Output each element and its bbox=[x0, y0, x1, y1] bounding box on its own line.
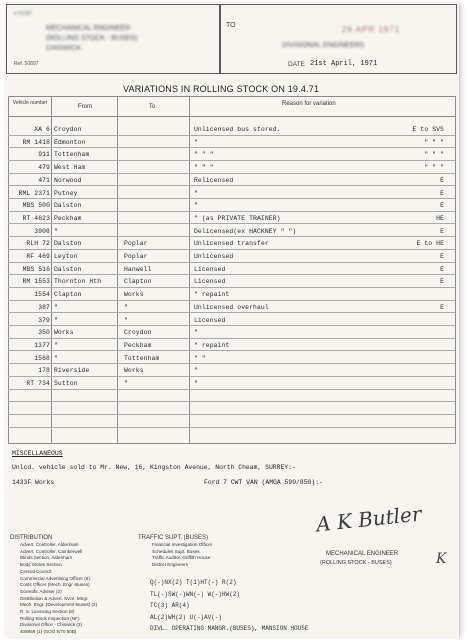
row-rule bbox=[8, 300, 455, 301]
reason-text: " repaint bbox=[194, 291, 230, 299]
distribution-entry: TC(3) AR(4) bbox=[150, 602, 190, 609]
from-depot: Edmonton bbox=[54, 138, 86, 146]
to-depot: Peckham bbox=[124, 341, 152, 349]
licence-code: E bbox=[440, 278, 444, 286]
to-label: TO bbox=[226, 22, 236, 29]
vehicle-number: 379 bbox=[38, 316, 50, 324]
distribution-entry: 408859 (1) (SOO 5/70 50B) bbox=[20, 629, 77, 635]
signatory-title: MECHANICAL ENGINEER bbox=[326, 551, 399, 557]
reference-number: Ref. 50897 bbox=[14, 61, 39, 67]
licence-code: E bbox=[440, 265, 444, 273]
vehicle-number: 178 bbox=[38, 367, 50, 375]
reason-text: " " bbox=[194, 354, 206, 362]
row-rule bbox=[8, 274, 455, 275]
distribution-entry: Rolling Stock Inspection (NF) bbox=[20, 615, 80, 621]
from-depot: Dalston bbox=[54, 202, 82, 210]
row-rule bbox=[8, 211, 455, 212]
vehicle-number: MBS 516 bbox=[22, 265, 50, 273]
licence-code: E bbox=[440, 253, 444, 260]
vehicle-number: 1568 bbox=[34, 354, 50, 362]
vehicle-number: 471 bbox=[38, 176, 50, 184]
header-rule bbox=[8, 116, 455, 117]
to-depot: " bbox=[124, 316, 128, 324]
reason-text: " repaint bbox=[194, 341, 230, 349]
licence-code: E bbox=[440, 176, 444, 184]
traffic-supt-heading: TRAFFIC SUPT. (BUSES) bbox=[138, 535, 209, 541]
misc-line-1: Unlcd. vehicle sold to Mr. New, 16, Kingston Avenue, North Cheam, SURREY:- bbox=[12, 464, 296, 471]
distribution-entry: Distribution & Advert. Svce. Mngr. bbox=[20, 595, 89, 601]
to-depot: Works bbox=[124, 291, 144, 299]
reason-text: " bbox=[194, 380, 198, 387]
col-header-from: From bbox=[78, 104, 92, 110]
distribution-entry: TL(-)SW(-)WN(-) W(-)HW(2) bbox=[150, 590, 241, 598]
row-rule bbox=[8, 249, 455, 250]
to-value: DIVISIONAL ENGINEERS bbox=[282, 42, 365, 49]
vehicle-number: RLH 72 bbox=[26, 240, 50, 248]
reason-text: Unlicensed bus stored. bbox=[194, 126, 281, 133]
row-rule bbox=[8, 338, 455, 339]
from-depot: Leyton bbox=[54, 253, 78, 260]
reason-text: Unlicensed overhaul bbox=[194, 303, 269, 311]
from-depot: " bbox=[54, 303, 58, 311]
vehicle-number: 479 bbox=[38, 164, 50, 172]
row-rule bbox=[8, 223, 455, 224]
to-depot: Clapton bbox=[124, 278, 152, 286]
reason-text: Relicensed bbox=[194, 176, 234, 184]
licence-code: HE bbox=[436, 214, 444, 222]
signature: A K Butler bbox=[315, 501, 423, 537]
vehicle-number: RT 4623 bbox=[22, 214, 50, 222]
initials: K bbox=[436, 551, 447, 567]
vehicle-number: 387 bbox=[38, 303, 50, 311]
vehicle-number: 1554 bbox=[34, 291, 50, 299]
from-line-2: (ROLLING STOCK - BUSES) bbox=[46, 35, 138, 42]
vehicle-number: MBS 500 bbox=[22, 202, 50, 210]
licence-code: E bbox=[440, 303, 444, 311]
reason-text: " bbox=[194, 202, 198, 210]
to-depot: Poplar bbox=[124, 240, 148, 248]
row-rule bbox=[8, 414, 455, 415]
licence-code: E to HE bbox=[416, 240, 444, 248]
col-header-vehicle: Vehicle number bbox=[12, 100, 48, 106]
distribution-entry: District Engineers bbox=[152, 562, 188, 568]
distribution-heading: DISTRIBUTION bbox=[10, 535, 53, 541]
reason-text: Licensed bbox=[194, 278, 226, 286]
reason-text: " bbox=[194, 367, 198, 375]
from-depot: Thornton Hth bbox=[54, 278, 102, 286]
row-rule bbox=[8, 363, 455, 364]
from-depot: Sutton bbox=[54, 380, 78, 387]
licence-code: " " " bbox=[424, 164, 444, 172]
from-depot: " bbox=[54, 316, 58, 324]
from-depot: Works bbox=[54, 329, 74, 337]
vehicle-number: 3908 bbox=[34, 227, 50, 235]
from-depot: Croydon bbox=[54, 126, 82, 133]
vehicle-number: RM 1553 bbox=[22, 278, 50, 286]
vehicle-number: 350 bbox=[38, 329, 50, 337]
vehicle-number: 911 bbox=[38, 151, 50, 159]
from-label: FROM bbox=[14, 11, 32, 17]
row-rule bbox=[8, 236, 455, 237]
vehicle-number: RF 469 bbox=[26, 253, 50, 260]
misc-line-2-right: Ford 7 CWT VAN (AMGA 599/850):- bbox=[204, 479, 323, 486]
distribution-entry: Schedules Supt. Buses bbox=[152, 548, 200, 554]
from-depot: " bbox=[54, 227, 58, 235]
row-rule bbox=[8, 262, 455, 263]
row-rule bbox=[8, 160, 455, 161]
reason-text: " " " bbox=[194, 151, 214, 159]
distribution-entry: Commercial Advertising Officer (6) bbox=[20, 575, 90, 581]
distribution-entry: Financial Investigation Officer bbox=[152, 542, 213, 547]
to-depot: Croydon bbox=[124, 329, 152, 337]
row-rule bbox=[8, 173, 455, 174]
distribution-entry: Costs Officer (Mech. Engr.-Buses) bbox=[20, 582, 90, 588]
to-depot: " bbox=[124, 380, 128, 387]
licence-code: E bbox=[440, 189, 444, 197]
row-rule bbox=[8, 198, 455, 199]
reason-text: " (as PRIVATE TRAINER) bbox=[194, 214, 281, 222]
reason-text: Licensed bbox=[194, 316, 226, 324]
col-header-to: To bbox=[149, 104, 156, 110]
row-rule bbox=[8, 135, 455, 136]
reason-text: Licensed bbox=[194, 265, 226, 273]
reason-text: Unlicensed bbox=[194, 253, 234, 260]
licence-code: E bbox=[440, 202, 444, 210]
to-depot: Hanwell bbox=[124, 265, 152, 273]
to-depot: Tottenham bbox=[124, 354, 160, 362]
from-depot: Clapton bbox=[54, 291, 82, 299]
licence-code: E bbox=[440, 227, 444, 235]
date-stamp: 26 APR 1971 bbox=[342, 25, 401, 34]
reason-text: " " " bbox=[194, 164, 214, 172]
reason-text: " bbox=[194, 329, 198, 337]
licence-code: " " " bbox=[424, 151, 444, 159]
to-depot: Poplar bbox=[124, 253, 148, 260]
distribution-entry: Q(-)NX(2) T(1)HT(-) R(2) bbox=[150, 579, 237, 586]
from-depot: Peckham bbox=[54, 214, 82, 222]
distribution-entry: AL(2)WH(2) U(-)AV(-) bbox=[150, 613, 223, 621]
vehicle-number: RT 734 bbox=[26, 380, 50, 387]
date-label: DATE bbox=[288, 61, 305, 68]
vehicle-number: 1377 bbox=[34, 341, 50, 349]
row-rule bbox=[8, 287, 455, 288]
col-header-reason: Reason for variation bbox=[282, 101, 336, 107]
row-rule bbox=[8, 389, 455, 390]
to-depot: Works bbox=[124, 367, 144, 375]
from-depot: Dalston bbox=[54, 240, 82, 248]
reason-text: " bbox=[194, 138, 198, 146]
date-value: 21st April, 1971 bbox=[310, 60, 378, 68]
distribution-entry: Divisional Office - Chiswick (2) bbox=[20, 622, 82, 628]
from-depot: " bbox=[54, 341, 58, 349]
row-rule bbox=[8, 350, 455, 351]
distribution-entry: Traffic Auditor, Griffith House bbox=[152, 555, 211, 561]
row-rule bbox=[8, 427, 455, 428]
from-depot: Norwood bbox=[54, 176, 82, 184]
vehicle-number: RM 1418 bbox=[22, 138, 50, 146]
distribution-entry: Scientific Adviser (2) bbox=[20, 588, 62, 594]
row-rule bbox=[8, 185, 455, 186]
licence-code: E to SVS bbox=[412, 126, 444, 133]
row-rule bbox=[8, 312, 455, 313]
distribution-entry: Advert. Controller, Aldenham bbox=[20, 542, 79, 547]
misc-heading: MISCELLANEOUS bbox=[12, 450, 63, 457]
from-depot: Riverside bbox=[54, 367, 90, 375]
from-depot: Dalston bbox=[54, 265, 82, 273]
row-rule bbox=[8, 401, 455, 402]
vehicle-number: XA 6 bbox=[34, 126, 50, 133]
distribution-entry: Advert. Controller, Camberwell bbox=[20, 548, 83, 554]
vehicle-number: RML 2371 bbox=[18, 189, 50, 197]
from-depot: West Ham bbox=[54, 164, 86, 172]
to-depot: " bbox=[124, 303, 128, 311]
from-line-1: MECHANICAL ENGINEER bbox=[46, 25, 131, 32]
reason-text: Delicensed(ex HACKNEY " ") bbox=[194, 227, 297, 235]
reason-text: Unlicensed transfer bbox=[194, 240, 269, 248]
distribution-entry: Blinds Section, Aldenham bbox=[20, 555, 73, 561]
from-line-3: CHISWICK bbox=[46, 45, 81, 52]
distribution-entry: Body Stores Section bbox=[20, 562, 62, 568]
distribution-entry: R. S. Licensing Section (8) bbox=[20, 609, 75, 614]
row-rule bbox=[8, 147, 455, 148]
from-depot: Tottenham bbox=[54, 151, 90, 159]
distribution-entry: Mech. Engr. (Development-Buses) (2) bbox=[20, 602, 98, 608]
row-rule bbox=[8, 376, 455, 377]
licence-code: " " " bbox=[424, 138, 444, 146]
distribution-entry: Central Council bbox=[20, 568, 52, 574]
misc-line-2-left: 1433F Works bbox=[12, 479, 55, 486]
distribution-entry: DIVL. OPERATING MANGR.(BUSES), MANSION HOUSE bbox=[150, 625, 309, 632]
from-depot: " bbox=[54, 354, 58, 362]
reason-text: " bbox=[194, 189, 198, 197]
page-title: VARIATIONS IN ROLLING STOCK ON 19.4.71 bbox=[123, 84, 320, 94]
document-sheet bbox=[4, 3, 460, 637]
row-rule bbox=[8, 325, 455, 326]
signatory-subtitle: (ROLLING STOCK - BUSES) bbox=[320, 560, 392, 566]
from-depot: Putney bbox=[54, 189, 78, 197]
